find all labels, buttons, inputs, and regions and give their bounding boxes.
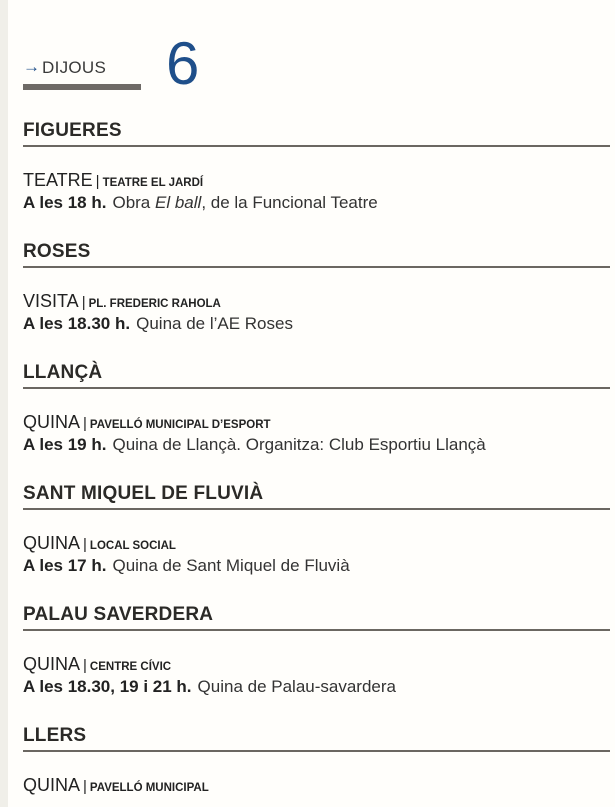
event-description: Obra bbox=[112, 193, 155, 212]
event-description: Quina de Palau-savardera bbox=[197, 677, 396, 696]
town-heading: PALAU SAVERDERA bbox=[23, 604, 214, 625]
event-description: Quina de Sant Miquel de Fluvià bbox=[112, 556, 350, 575]
separator: | bbox=[81, 294, 86, 311]
arrow-icon: → bbox=[23, 57, 40, 76]
event-description: Quina de Llançà. Organitza: Club Esportiu Llançà bbox=[112, 435, 486, 454]
event-category: QUINA bbox=[23, 775, 81, 795]
event-time: A les 18 h. bbox=[23, 193, 107, 212]
event-time: A les 18.30, 19 i 21 h. bbox=[23, 677, 192, 696]
event-category: TEATRE bbox=[23, 170, 93, 190]
town-heading: FIGUERES bbox=[23, 120, 122, 141]
event-header bbox=[23, 169, 610, 191]
event-details bbox=[23, 554, 610, 578]
event-details bbox=[23, 675, 610, 699]
section-llers bbox=[23, 724, 610, 796]
event-venue: LOCAL SOCIAL bbox=[89, 540, 176, 552]
town-heading: LLERS bbox=[23, 725, 87, 746]
event-header bbox=[23, 774, 610, 796]
separator: | bbox=[83, 415, 87, 432]
section-divider bbox=[23, 145, 610, 147]
date-number: 6 bbox=[166, 30, 200, 97]
event-description: Quina de l’AE Roses bbox=[136, 314, 293, 333]
separator: | bbox=[95, 173, 100, 190]
event-venue: PAVELLÓ MUNICIPAL bbox=[89, 782, 209, 794]
separator: | bbox=[83, 778, 87, 795]
event-venue: PL. FREDERIC RAHOLA bbox=[88, 298, 221, 310]
date-header bbox=[23, 30, 583, 98]
section-figueres bbox=[23, 119, 610, 215]
event-time: A les 17 h. bbox=[23, 556, 107, 575]
event-title: El ball bbox=[155, 193, 202, 212]
event-details bbox=[23, 433, 610, 457]
event-header bbox=[23, 532, 610, 554]
day-label: DIJOUS bbox=[42, 58, 107, 77]
town-heading: SANT MIQUEL DE FLUVIÀ bbox=[23, 483, 264, 504]
event-details bbox=[23, 312, 610, 336]
event-category: QUINA bbox=[23, 533, 81, 553]
separator: | bbox=[83, 657, 87, 674]
town-heading: LLANÇÀ bbox=[23, 362, 103, 383]
event-category: QUINA bbox=[23, 412, 81, 432]
section-divider bbox=[23, 387, 610, 389]
event-header bbox=[23, 411, 610, 433]
event-category: VISITA bbox=[23, 291, 79, 311]
section-llanca bbox=[23, 361, 610, 457]
section-divider bbox=[23, 266, 610, 268]
event-venue: TEATRE EL JARDÍ bbox=[102, 177, 204, 189]
section-roses bbox=[23, 240, 610, 336]
page-edge bbox=[0, 0, 8, 807]
section-divider bbox=[23, 629, 610, 631]
separator: | bbox=[83, 536, 87, 553]
day-underline bbox=[23, 84, 141, 90]
section-sant-miquel-de-fluvia bbox=[23, 482, 610, 578]
town-heading: ROSES bbox=[23, 241, 91, 262]
section-divider bbox=[23, 750, 610, 752]
section-divider bbox=[23, 508, 610, 510]
event-venue: PAVELLÓ MUNICIPAL D’ESPORT bbox=[89, 419, 271, 431]
event-venue: CENTRE CÍVIC bbox=[89, 661, 172, 673]
event-time: A les 18.30 h. bbox=[23, 314, 131, 333]
event-category: QUINA bbox=[23, 654, 81, 674]
event-details bbox=[23, 191, 610, 215]
event-description-rest: , de la Funcional Teatre bbox=[201, 193, 378, 212]
event-header bbox=[23, 653, 610, 675]
event-time: A les 19 h. bbox=[23, 435, 107, 454]
event-header bbox=[23, 290, 610, 312]
section-palau-saverdera bbox=[23, 603, 610, 699]
